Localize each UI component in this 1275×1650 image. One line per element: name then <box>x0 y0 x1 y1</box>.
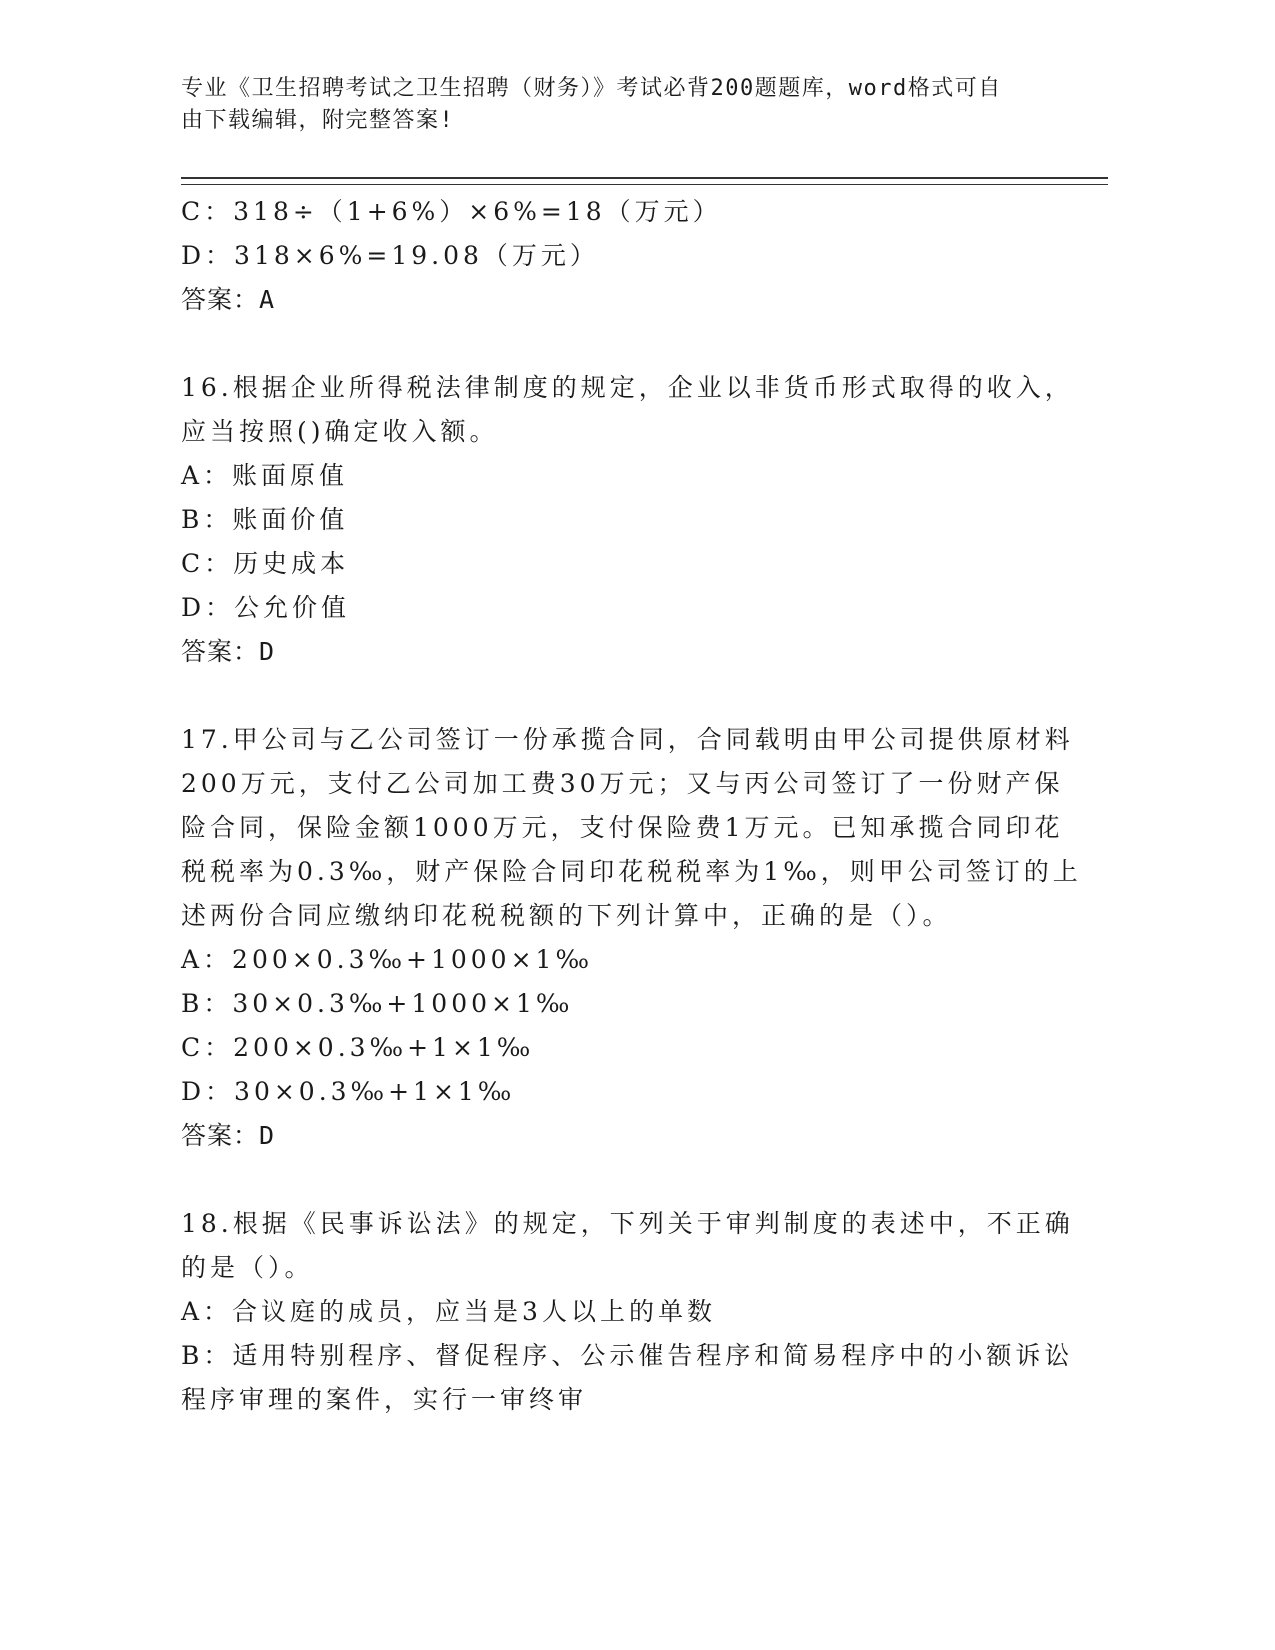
q17-stem-line-4: 税税率为0.3‰，财产保险合同印花税税率为1‰，则甲公司签订的上 <box>181 857 1082 886</box>
q18-stem-line-1: 18.根据《民事诉讼法》的规定，下列关于审判制度的表述中，不正确 <box>181 1209 1074 1238</box>
question-17 <box>181 718 1082 1158</box>
q17-option-c: C：200×0.3‰+1×1‰ <box>181 1033 535 1062</box>
q17-stem-line-3: 险合同，保险金额1000万元，支付保险费1万元。已知承揽合同印花 <box>181 813 1064 842</box>
spacer <box>181 674 1041 718</box>
header-line-2: 由下载编辑，附完整答案! <box>181 108 455 133</box>
spacer <box>181 1158 1041 1202</box>
q15-option-d: D：318×6%=19.08（万元） <box>181 241 599 270</box>
q16-option-d: D：公允价值 <box>181 593 351 622</box>
question-15 <box>181 190 1041 322</box>
q16-option-a: A：账面原值 <box>181 461 349 490</box>
q16-option-c: C：历史成本 <box>181 549 350 578</box>
q15-answer: 答案：A <box>181 285 276 314</box>
q16-answer: 答案：D <box>181 637 276 666</box>
document-header <box>181 73 1041 137</box>
q18-option-a: A：合议庭的成员，应当是3人以上的单数 <box>181 1297 716 1326</box>
q17-option-a: A：200×0.3‰+1000×1‰ <box>181 945 593 974</box>
q17-stem-line-5: 述两份合同应缴纳印花税税额的下列计算中，正确的是（）。 <box>181 901 952 930</box>
q18-stem-line-2: 的是（）。 <box>181 1253 314 1282</box>
q17-option-d: D：30×0.3‰+1×1‰ <box>181 1077 516 1106</box>
q15-option-c: C：318÷（1+6%）×6%=18（万元） <box>181 197 722 226</box>
q17-stem-line-2: 200万元，支付乙公司加工费30万元；又与丙公司签订了一份财产保 <box>181 769 1064 798</box>
q17-answer: 答案：D <box>181 1121 276 1150</box>
q17-option-b: B：30×0.3‰+1000×1‰ <box>181 989 574 1018</box>
header-divider <box>181 177 1108 185</box>
header-line-1: 专业《卫生招聘考试之卫生招聘（财务）》考试必背200题题库，word格式可自 <box>181 76 1002 101</box>
spacer <box>181 322 1041 366</box>
q18-option-b-line-2: 程序审理的案件，实行一审终审 <box>181 1385 588 1414</box>
q16-stem-line-2: 应当按照()确定收入额。 <box>181 417 499 446</box>
question-16 <box>181 366 1074 674</box>
q16-stem-line-1: 16.根据企业所得税法律制度的规定，企业以非货币形式取得的收入， <box>181 373 1074 402</box>
q16-option-b: B：账面价值 <box>181 505 349 534</box>
question-list <box>181 190 1082 1422</box>
question-18 <box>181 1202 1074 1422</box>
q17-stem-line-1: 17.甲公司与乙公司签订一份承揽合同，合同载明由甲公司提供原材料 <box>181 725 1074 754</box>
q18-option-b-line-1: B：适用特别程序、督促程序、公示催告程序和简易程序中的小额诉讼 <box>181 1341 1074 1370</box>
